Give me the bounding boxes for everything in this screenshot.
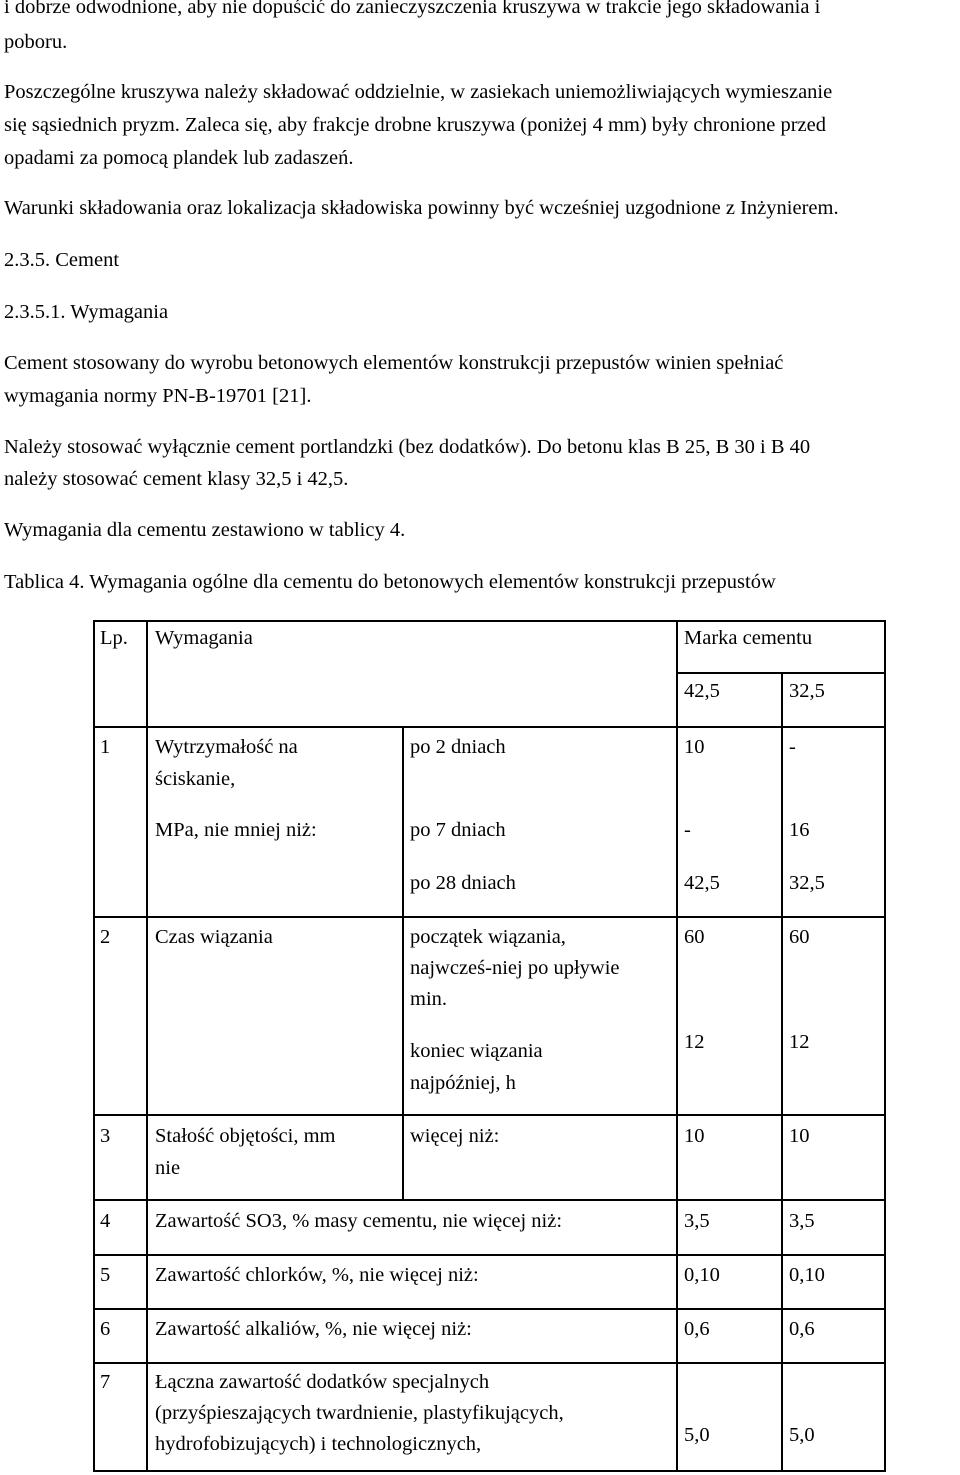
requirement-label: Łączna zawartość dodatków specjalnych [155,1371,490,1393]
table-border [93,916,886,918]
value-42-5: 0,6 [684,1318,710,1340]
condition-cell: po 2 dniach [410,736,506,758]
header-grade-32-5: 32,5 [789,680,825,702]
row-number: 2 [100,926,111,948]
condition-cell: początek wiązania, [410,926,566,948]
paragraph-line: się sąsiednich pryzm. Zaleca się, aby frakcje drobne kruszywa (poniżej 4 mm) były chronione przed [4,114,826,136]
header-wymagania: Wymagania [155,627,253,649]
section-heading: 2.3.5. Cement [4,249,120,271]
paragraph-line: Należy stosować wyłącznie cement portlandzki (bez dodatków). Do betonu klas B 25, B 30 i B 40 [4,436,811,458]
row-number: 4 [100,1210,111,1232]
table-border [93,1254,886,1256]
subsection-heading: 2.3.5.1. Wymagania [4,301,169,323]
value-32-5: 16 [789,819,810,841]
paragraph-line: i dobrze odwodnione, aby nie dopuścić do zanieczyszczenia kruszywa w trakcie jego składowania i [4,0,821,18]
requirement-label: hydrofobizujących) i technologicznych, [155,1433,482,1455]
value-32-5: 0,6 [789,1318,815,1340]
value-42-5: 42,5 [684,872,720,894]
header-grade-42-5: 42,5 [684,680,720,702]
condition-cell: po 7 dniach [410,819,506,841]
value-32-5: 12 [789,1031,810,1053]
value-42-5: 3,5 [684,1210,710,1232]
requirement-label: (przyśpieszających twardnienie, plastyfikujących, [155,1402,564,1424]
row-number: 6 [100,1318,111,1340]
value-32-5: 5,0 [789,1424,815,1446]
requirement-label: Zawartość chlorków, %, nie więcej niż: [155,1264,479,1286]
header-marka-cementu: Marka cementu [684,627,813,649]
table-border [93,620,95,1472]
body-paragraph: Wymagania dla cementu zestawiono w tablicy 4. [4,519,406,541]
row-number: 3 [100,1125,111,1147]
table-border [93,1470,886,1472]
condition-cell: najwcześ-niej po upływie [410,957,620,979]
table-border [676,620,678,1472]
paragraph-line: wymagania normy PN-B-19701 [21]. [4,385,312,407]
requirement-label: Zawartość alkaliów, %, nie więcej niż: [155,1318,472,1340]
value-32-5: 3,5 [789,1210,815,1232]
paragraph-line: Cement stosowany do wyrobu betonowych elementów konstrukcji przepustów winien spełniać [4,352,784,374]
requirement-label: ściskanie, [155,768,236,790]
table-border [93,726,886,728]
value-32-5: - [789,736,796,758]
value-42-5: 10 [684,1125,705,1147]
requirement-label: nie [155,1157,181,1179]
table-border [93,620,886,622]
value-32-5: 60 [789,926,810,948]
value-42-5: 0,10 [684,1264,720,1286]
paragraph-line: należy stosować cement klasy 32,5 i 42,5. [4,468,349,490]
value-42-5: 12 [684,1031,705,1053]
condition-cell: koniec wiązania [410,1040,543,1062]
table-border [146,620,148,1472]
body-paragraph: Warunki składowania oraz lokalizacja składowiska powinny być wcześniej uzgodnione z Inżynierem. [4,197,839,219]
table-caption: Tablica 4. Wymagania ogólne dla cementu do betonowych elementów konstrukcji przepustów [4,571,776,593]
table-border [93,1308,886,1310]
table-border [93,1114,886,1116]
value-42-5: 5,0 [684,1424,710,1446]
value-42-5: 60 [684,926,705,948]
value-32-5: 32,5 [789,872,825,894]
paragraph-line: poboru. [4,31,68,53]
requirement-label: Wytrzymałość na [155,736,298,758]
value-32-5: 10 [789,1125,810,1147]
value-32-5: 0,10 [789,1264,825,1286]
row-number: 7 [100,1371,111,1393]
requirement-label: Czas wiązania [155,926,273,948]
row-number: 5 [100,1264,111,1286]
requirement-label: MPa, nie mniej niż: [155,819,317,841]
requirement-label: Stałość objętości, mm [155,1125,336,1147]
table-border [93,1199,886,1201]
condition-cell: więcej niż: [410,1125,500,1147]
row-number: 1 [100,736,111,758]
value-42-5: 10 [684,736,705,758]
table-border [93,1362,886,1364]
condition-cell: po 28 dniach [410,872,516,894]
table-border [781,672,783,1472]
condition-cell: min. [410,988,448,1010]
value-42-5: - [684,819,691,841]
paragraph-line: Poszczególne kruszywa należy składować oddzielnie, w zasiekach uniemożliwiających wymieszanie [4,81,833,103]
header-lp: Lp. [100,627,128,649]
table-border [402,726,404,1199]
condition-cell: najpóźniej, h [410,1072,516,1094]
requirement-label: Zawartość SO3, % masy cementu, nie więcej niż: [155,1210,563,1232]
paragraph-line: opadami za pomocą plandek lub zadaszeń. [4,147,354,169]
table-border [884,620,886,1472]
